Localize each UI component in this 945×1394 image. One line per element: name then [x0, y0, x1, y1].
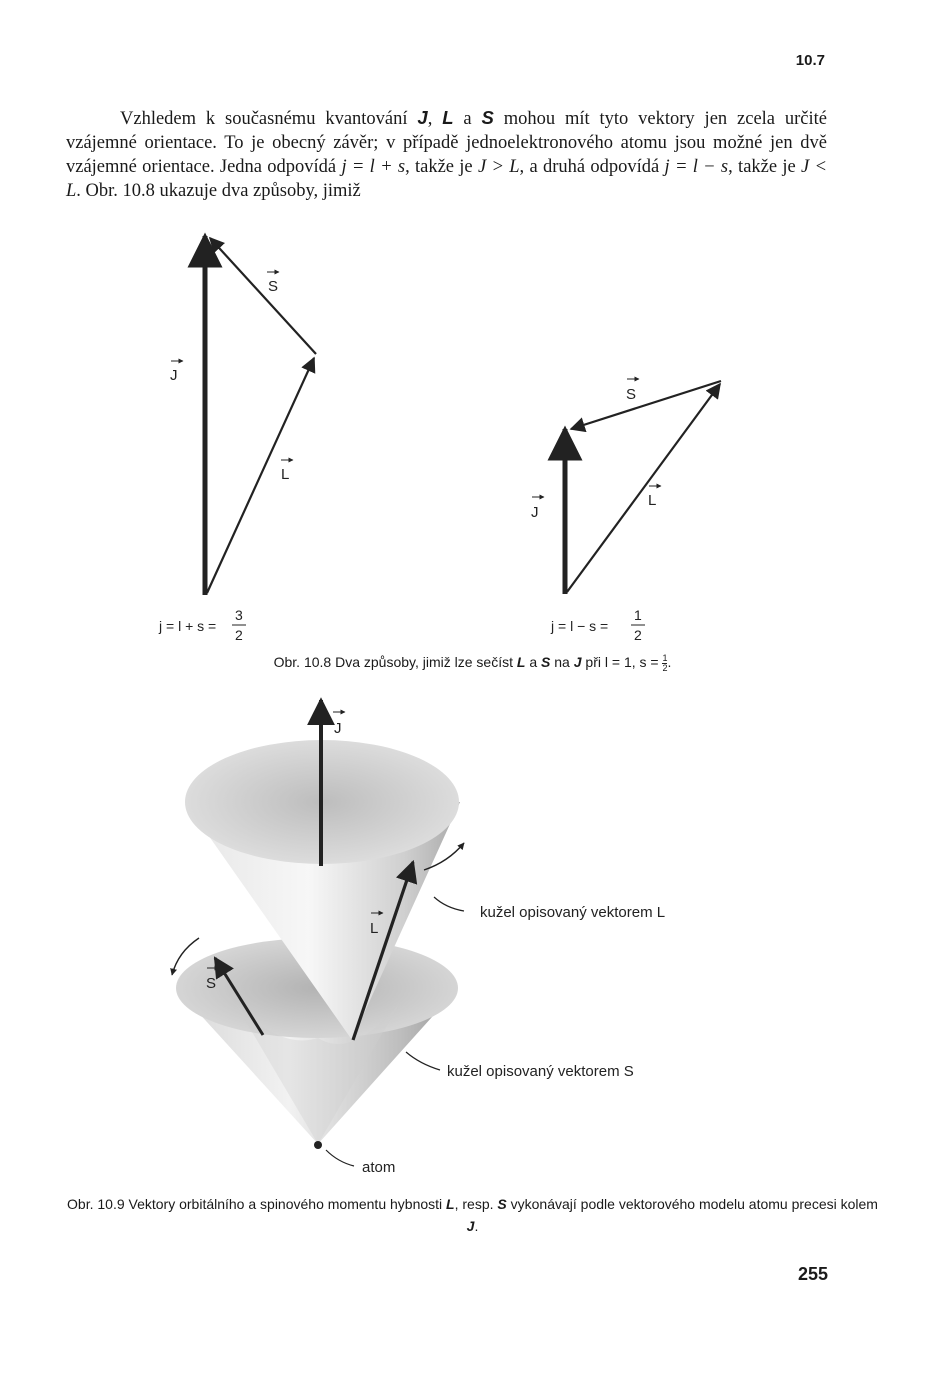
vector-l-right — [567, 384, 720, 592]
label-j-left: J — [170, 367, 178, 384]
figure-10-8-caption: Obr. 10.8 Dva způsoby, jimiž lze sečíst L a S na J při l = 1, s = $\frac{1}{2}$ . — [273, 653, 672, 673]
atom-label: atom — [362, 1159, 396, 1176]
formula-right: j = l − s = — [551, 618, 609, 634]
fraction-numerator-left: 3 — [235, 607, 243, 623]
label-j-right: J — [531, 504, 539, 521]
label-j-cone: J — [334, 720, 342, 737]
leader-cone-s — [406, 1052, 440, 1070]
label-s-right: S — [626, 386, 637, 403]
formula-left: j = l + s = — [159, 618, 217, 634]
leader-atom — [326, 1150, 354, 1166]
atom-dot — [314, 1141, 322, 1149]
vector-s-right — [571, 381, 721, 429]
fraction-denominator-right: 2 — [634, 627, 642, 643]
leader-cone-l — [434, 897, 464, 911]
cone-l-label: kužel opisovaný vektorem L — [480, 904, 666, 921]
label-l-right: L — [648, 492, 657, 509]
figure-10-9 — [172, 700, 665, 1176]
label-s-left: S — [268, 278, 279, 295]
label-l-cone: L — [370, 920, 379, 937]
vector-l-left — [207, 358, 314, 593]
body-paragraph: Vzhledem k současnému kvantování J, L a S mohou mít tyto vektory jen zcela určité vzájemné orientace. To je obecný závěr; v případě jednoelektronového atomu jsou možné jen dvě vzájemné orientace. Jedna odpovídá j = l + s, takže je J > L, a druhá odpovídá j = l − s, takže je J < L. Obr. 10.8 ukazuje dva způsoby, jimiž — [66, 107, 828, 201]
figure-10-8-left — [158, 236, 316, 643]
fraction-denominator-left: 2 — [235, 627, 243, 643]
section-number: 10.7 — [795, 52, 825, 69]
fraction-numerator-right: 1 — [634, 607, 642, 623]
page-number: 255 — [797, 1264, 828, 1284]
label-s-cone: S — [206, 975, 217, 992]
vector-s-left — [210, 238, 316, 354]
figure-10-9-caption: Obr. 10.9 Vektory orbitálního a spinového momentu hybnosti L, resp. S vykonávají podle vektorového modelu atomu precesi kolem J. — [67, 1196, 878, 1234]
cone-s-label: kužel opisovaný vektorem S — [447, 1063, 634, 1080]
figure-10-8-right — [531, 379, 721, 643]
label-l-left: L — [281, 466, 290, 483]
